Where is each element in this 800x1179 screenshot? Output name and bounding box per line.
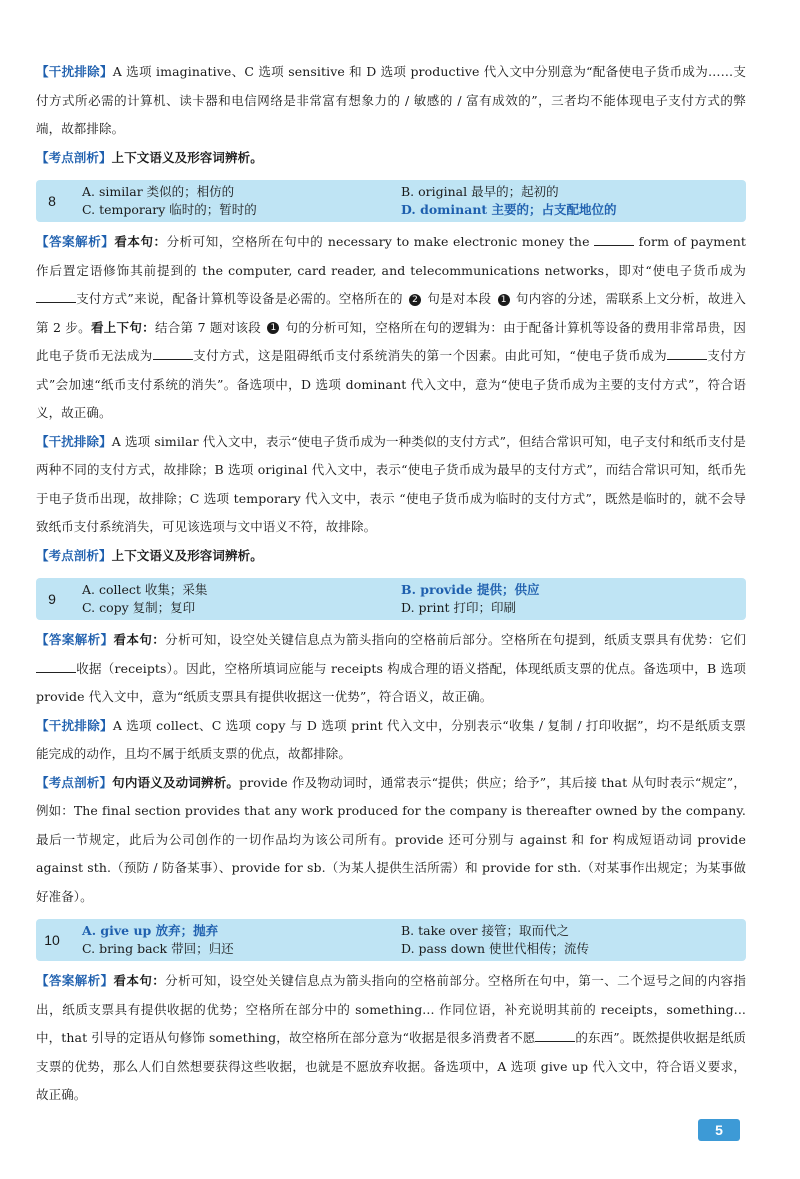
answer-text: 分析可知，设空处关键信息点为箭头指向的空格前部分。空格所在句中，第一、二个逗号之间的内容指出，纸质支票具有提供收据的优势；空格所在部分中的 something... 作同位语，补充说明其前的 receipts，something... 中，that 引导的定语从句修饰 something，故空格所在部分意为“收据是很多消费者不愿 — [36, 973, 746, 1045]
circled-number-2: 2 — [409, 294, 421, 306]
analysis-label: 【考点剖析】 — [36, 774, 113, 790]
answer-lead: 看本句： — [113, 973, 166, 988]
analysis-paragraph — [36, 144, 746, 173]
option-b: B. take over 接管；取而代之 — [401, 923, 569, 938]
blank-line — [36, 290, 76, 303]
answer-label: 【答案解析】 — [36, 973, 114, 988]
analysis-lead: 句内语义及动词辨析。 — [112, 774, 240, 790]
option-c: C. bring back 带回；归还 — [82, 941, 234, 956]
question-number: 10 — [44, 932, 60, 948]
analysis-text: 上下文语义及形容词辨析。 — [111, 547, 263, 563]
option-d: D. pass down 使世代相传；流传 — [401, 941, 590, 956]
answer-lead: 看上下句： — [90, 319, 155, 335]
answer-label: 【答案解析】 — [36, 234, 115, 249]
answer-text: 分析可知，设空处关键信息点为箭头指向的空格前后部分。空格所在句提到，纸质支票具有优势：它们 — [165, 632, 746, 647]
circled-number-1: 1 — [498, 294, 510, 306]
answer-text: 支付方式，这是阻碍纸币支付系统消失的第一个因素。由此可知，“使电子货币成为 — [192, 348, 668, 363]
blank-line — [36, 660, 76, 673]
interference-paragraph — [36, 712, 746, 769]
answer-text: 支付方式”来说，配备计算机等设备是必需的。空格所在的 — [76, 291, 403, 306]
answer-text: 分析可知，空格所在句中的 necessary to make electronic money the — [166, 234, 590, 249]
question-10-options — [36, 919, 746, 961]
analysis-text: provide 作及物动词时，通常表示“提供；供应；给予”，其后接 that 从句时表示“规定”，例如：The final section provides that any work produced for the company is thereafter owned by the company. 最后一节规定，此后为公司创作的一切作品均为该公司所有。provide 还可分别与 against 和 for 构成短语动词 provide against sth.（预防 / 防备某事）、provide for sb.（为某人提供生活所需）和 provide for sth.（对某事作出规定；为某事做好准备）。 — [36, 774, 746, 904]
answer-paragraph — [36, 967, 746, 1110]
answer-text: 句是对本段 — [427, 291, 492, 306]
answer-label: 【答案解析】 — [36, 632, 114, 647]
interference-text: A 选项 similar 代入文中，表示“使电子货币成为一种类似的支付方式”，但结合常识可知，电子支付和纸币支付是两种不同的支付方式，故排除；B 选项 original 代入文中，表示“使电子货币成为最早的支付方式”，而结合常识可知，纸币先于电子货币出现，故排除；C 选项 temporary 代入文中，表示 “使电子货币成为临时的支付方式”，既然是临时的，就不会导致纸币支付系统消失，可见该选项与文中语义不符，故排除。 — [36, 433, 746, 534]
page-number: 5 — [698, 1119, 740, 1141]
analysis-label: 【考点剖析】 — [36, 547, 112, 563]
answer-text: form of payment 作后置定语修饰其前提到的 the computer, card reader, and telecommunications networks，即对“使电子货币成为 — [36, 234, 747, 278]
option-d-correct: D. dominant 主要的；占支配地位的 — [401, 202, 617, 217]
option-d: D. print 打印；印刷 — [401, 600, 517, 615]
answer-paragraph — [36, 626, 746, 712]
option-a-correct: A. give up 放弃；抛弃 — [82, 923, 219, 938]
question-number: 8 — [48, 193, 56, 209]
option-b: B. original 最早的；起初的 — [401, 184, 559, 199]
blank-line — [594, 233, 634, 246]
interference-label: 【干扰排除】 — [36, 64, 113, 79]
answer-text: 收据（receipts）。因此，空格所填词应能与 receipts 构成合理的语义搭配，体现纸质支票的优点。备选项中，B 选项 provide 代入文中，意为“纸质支票具有提供收据这一优势”，符合语义，故正确。 — [36, 660, 746, 704]
answer-text: 支付方式”会加速“纸币支付系统的消失”。备选项中，D 选项 dominant 代入文中，意为“使电子货币成为主要的支付方式”，符合语义，故正确。 — [36, 348, 746, 420]
blank-line — [535, 1029, 575, 1042]
answer-lead: 看本句： — [113, 632, 166, 647]
analysis-paragraph — [36, 542, 746, 571]
answer-text: 句的分析可知，空格所在句的逻辑为：由于配备计算机等设备的费用非常昂贵，因此电子货币无法成为 — [36, 319, 746, 363]
blank-line — [667, 347, 707, 360]
question-8-options — [36, 180, 746, 222]
blank-line — [153, 347, 193, 360]
analysis-paragraph — [36, 769, 746, 912]
interference-text: A 选项 imaginative、C 选项 sensitive 和 D 选项 productive 代入文中分别意为“配备使电子货币成为……支付方式所必需的计算机、读卡器和电信网络是非常富有想象力的 / 敏感的 / 富有成效的”，三者均不能体现电子支付方式的弊端，故都排除。 — [36, 64, 746, 136]
question-number: 9 — [48, 591, 56, 607]
option-b-correct: B. provide 提供；供应 — [401, 582, 540, 597]
option-c: C. copy 复制；复印 — [82, 600, 196, 615]
question-9-options — [36, 578, 746, 620]
interference-paragraph — [36, 428, 746, 542]
analysis-label: 【考点剖析】 — [36, 149, 112, 165]
option-a: A. collect 收集；采集 — [82, 582, 208, 597]
analysis-text: 上下文语义及形容词辨析。 — [111, 149, 263, 165]
option-a: A. similar 类似的；相仿的 — [82, 184, 235, 199]
answer-text: 的东西”。既然提供收据是纸质支票的优势，那么人们自然想要获得这些收据，也就是不愿放弃收据。备选项中，A 选项 give up 代入文中，符合语义要求，故正确。 — [36, 1030, 747, 1102]
answer-paragraph — [36, 228, 746, 428]
interference-label: 【干扰排除】 — [36, 717, 113, 733]
interference-paragraph — [36, 58, 746, 144]
answer-text: 句内容的分述，需联系上文分析，故进入第 2 步。 — [36, 291, 747, 335]
answer-text: 结合第 7 题对该段 — [154, 319, 262, 335]
option-c: C. temporary 临时的；暂时的 — [82, 202, 257, 217]
circled-number-1: 1 — [267, 322, 279, 334]
page-content — [36, 58, 746, 1110]
interference-label: 【干扰排除】 — [36, 433, 112, 449]
interference-text: A 选项 collect、C 选项 copy 与 D 选项 print 代入文中，分别表示“收集 / 复制 / 打印收据”，均不是纸质支票能完成的动作，且均不属于纸质支票的优点，故都排除。 — [36, 717, 746, 761]
answer-lead: 看本句： — [114, 234, 167, 249]
